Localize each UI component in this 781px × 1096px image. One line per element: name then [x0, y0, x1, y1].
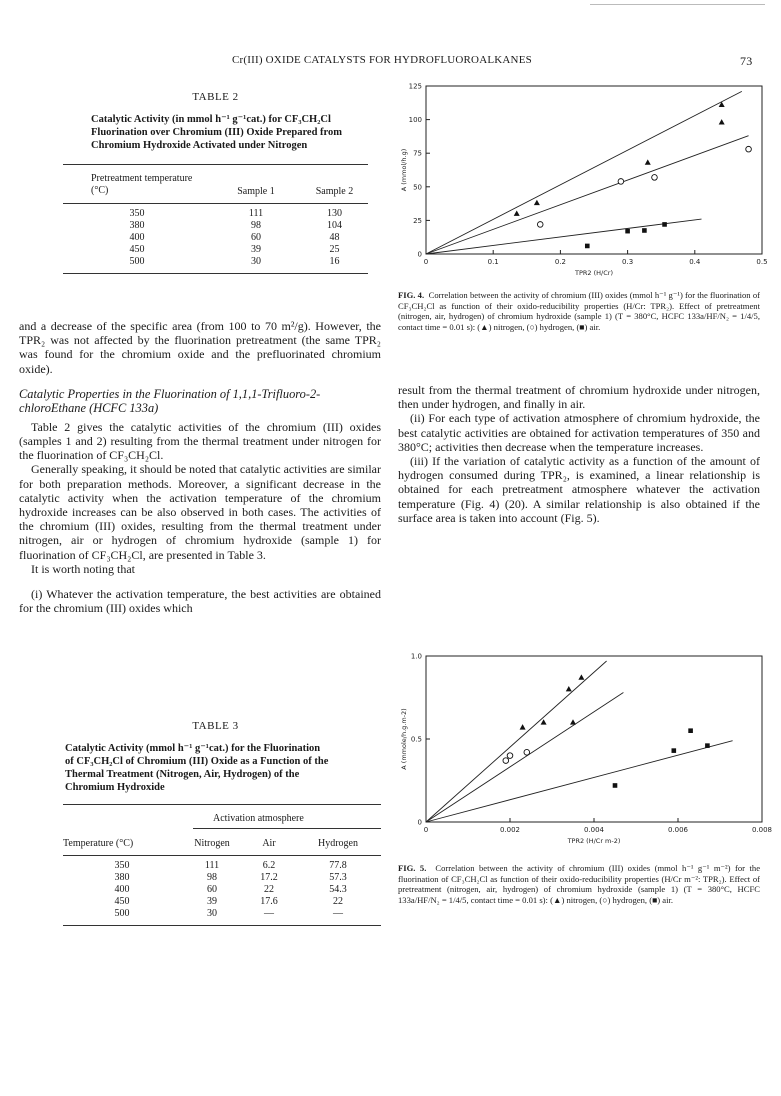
table3-body	[63, 804, 381, 919]
fig5-fit-line-circle	[426, 693, 623, 822]
table2-caption: Catalytic Activity (in mmol h⁻¹ g⁻¹cat.) for CF₃CH₂Cl Fluorination over Chromium (III) Oxide Prepared from Chromium Hydroxide Activated under Nitrogen	[91, 114, 343, 151]
fig4-point-circle	[537, 222, 543, 228]
fig5-xtick-label: 0.006	[667, 826, 689, 834]
fig5-chart	[390, 646, 773, 856]
fig5-caption-label: FIG. 5.	[398, 863, 427, 873]
fig4-plot-frame	[426, 86, 762, 254]
fig4-point-triangle	[514, 210, 520, 215]
table2-col-1: Sample 1	[237, 186, 275, 197]
top-rule	[590, 4, 765, 5]
table3-top-rule	[63, 804, 381, 805]
fig4-point-square	[585, 244, 590, 249]
running-title: Cr(III) OXIDE CATALYSTS FOR HYDROFLUOROALKANES	[232, 54, 532, 66]
fig5-point-triangle	[566, 686, 572, 691]
fig5-point-square	[613, 783, 618, 788]
left-para-1: and a decrease of the specific area (from 100 to 70 m²/g). However, the TPR₂ was not affected by the fluorination pretreatment (the same TPR₂ was found for the chromium oxide and the prefluorinated chromium oxide).	[19, 319, 381, 376]
fig4-ytick-label: 25	[413, 216, 422, 225]
left-para-5: (i) Whatever the activation temperature, the best activities are obtained for the chromium (III) oxides which	[19, 587, 381, 616]
fig4-ytick-label: 125	[408, 82, 422, 91]
fig4-point-circle	[652, 175, 658, 181]
fig4-chart	[390, 74, 770, 286]
fig5-xtick-label: 0.008	[751, 826, 773, 834]
table-row: 450 39 17.6 22	[114, 895, 343, 907]
fig5-plot-frame	[426, 656, 762, 822]
table-row: 500 30 16	[129, 255, 340, 267]
fig5-ytick-label: 1.0	[410, 652, 422, 661]
table3-caption: Catalytic Activity (mmol h⁻¹ g⁻¹cat.) for the Fluorination of CF₃CH₂Cl of Chromium (III) Oxide as a Function of the Thermal Treatment (Nitrogen, Air, Hydrogen) of the Chromium Hydroxide	[65, 743, 329, 793]
table-row: 500 30 — —	[114, 907, 343, 919]
right-para-1: result from the thermal treatment of chromium hydroxide under nitrogen, then under hydrogen, and finally in air.	[398, 383, 760, 412]
table2-col-0: Pretreatment temperature (°C)	[91, 173, 193, 196]
table-row: 400 60 22 54.3	[114, 883, 347, 895]
right-para-2: (ii) For each type of activation atmosphere of chromium hydroxide, the best catalytic activities are obtained for activation temperatures of 350 and 380°C; activities then decrease when the temperature increases.	[398, 411, 760, 454]
right-para-3: (iii) If the variation of catalytic activity as a function of the amount of hydrogen consumed during TPR₂, is examined, a linear relationship is obtained for each pretreatment atmosphere whatever the activation temperature (Fig. 4) (20). A similar relationship is also obtained if the surface area is taken into account (Fig. 5).	[398, 454, 760, 525]
fig4-caption: Correlation between the activity of chromium (III) oxides (mmol h⁻¹ g⁻¹) for the fluorination of CF₃CH₂Cl as function of their oxido-reducibility properties (H/Cr: TPR₂). Effect of pretreatment (nitrogen, air, hydrogen) of chromium hydroxide (sample 1) (T = 380°C, HCFC 133a/HF/N₂ = 1/4/5, contact time = 0.01 s): (▲) nitrogen, (○) hydrogen, (■) air.	[398, 290, 760, 332]
table3-bottom-rule	[63, 925, 381, 926]
fig5-point-circle	[507, 753, 513, 759]
fig5-ytick-label: 0	[417, 818, 422, 827]
fig5-xtick-label: 0.004	[583, 826, 605, 834]
right-text	[398, 383, 760, 525]
table2-label: TABLE 2	[192, 91, 239, 103]
fig5-xlabel: TPR2 (H/Cr m-2)	[567, 837, 621, 845]
table3-col-3: Hydrogen	[318, 838, 358, 849]
table2-top-rule	[63, 164, 368, 165]
fig4-point-circle	[746, 146, 752, 152]
fig4-xlabel: TPR2 (H/Cr)	[575, 269, 613, 277]
fig5-caption-block	[398, 863, 760, 905]
table2-grid	[63, 173, 368, 274]
fig4-point-square	[662, 222, 667, 227]
table2	[63, 91, 368, 274]
left-para-3: Generally speaking, it should be noted that catalytic activities are similar for both preparation methods. Moreover, a significant decrease in the catalytic activity when the activation temperature of the chromium hydroxide increases can be also observed in both cases. The activities of the chromium (III) oxides, resulting from the thermal treatment under nitrogen, air or hydrogen of chromium hydroxide (sample 1) for fluorination of CF₃CH₂Cl, are presented in Table 3.	[19, 462, 381, 562]
table3-group-rule	[193, 828, 381, 829]
fig4-ytick-label: 100	[408, 116, 422, 125]
fig4-ytick-label: 75	[413, 149, 422, 158]
fig4-point-circle	[618, 179, 624, 185]
table-row: 400 60 48	[129, 231, 340, 243]
table-row: 350 111 130	[129, 208, 342, 219]
table-row: 450 39 25	[129, 243, 340, 255]
fig4-point-square	[625, 229, 630, 234]
fig4-fit-line-square	[426, 219, 702, 254]
fig5-point-triangle	[578, 674, 584, 679]
table-row: 380 98 17.2 57.3	[114, 871, 347, 883]
table3	[63, 720, 368, 794]
table3-group-header: Activation atmosphere	[213, 813, 304, 824]
fig5-caption: Correlation between the activity of chromium (III) oxides (mmol h⁻¹ g⁻¹ m⁻²) for the fluorination of CF₃CH₂Cl as function of their oxido-reducibility properties (H/Cr m⁻²: TPR₂). Effect of pretreatment (nitrogen, air, hydrogen) of chromium hydroxide (sample 1) (T = 380°C, HCFC 133a/HF/N₂ = 1/4/5, contact time = 0.01 s): (▲) nitrogen, (○) hydrogen, (■) air.	[398, 863, 761, 905]
table3-grid	[63, 838, 381, 926]
fig5-point-circle	[503, 758, 509, 764]
fig4-xtick-label: 0.3	[622, 258, 634, 266]
fig5-point-square	[688, 728, 693, 733]
left-para-2: Table 2 gives the catalytic activities of the chromium (III) oxides (samples 1 and 2) resulting from the thermal treatment under nitrogen for the fluorination of CF₃CH₂Cl.	[19, 419, 381, 463]
fig4-ytick-label: 50	[413, 183, 422, 192]
fig4-xtick-label: 0.5	[756, 258, 768, 266]
table3-col-0: Temperature (°C)	[63, 838, 134, 849]
table-row: 380 98 104	[129, 219, 342, 231]
fig4-point-triangle	[645, 159, 651, 164]
left-text	[19, 319, 381, 615]
fig5-point-triangle	[541, 719, 547, 724]
fig5-xtick-label: 0	[423, 826, 429, 834]
table3-label: TABLE 3	[192, 720, 239, 732]
left-para-4: It is worth noting that	[31, 561, 135, 576]
fig5-point-square	[672, 748, 677, 753]
table2-bottom-rule	[63, 273, 368, 274]
fig5-point-square	[705, 743, 710, 748]
fig4-point-triangle	[534, 200, 540, 205]
fig4-ytick-label: 0	[417, 250, 422, 259]
fig4-point-square	[642, 228, 647, 233]
fig4-xtick-label: 0.4	[689, 258, 701, 266]
fig4-caption-label: FIG. 4.	[398, 290, 425, 300]
table2-col-2: Sample 2	[315, 186, 354, 197]
fig4-xtick-label: 0	[423, 258, 429, 266]
section-title: Catalytic Properties in the Fluorination of 1,1,1-Trifluoro-2-chloroEthane (HCFC 133a)	[19, 386, 321, 416]
fig5-ylabel: A (mmole/h.g.m-2)	[400, 708, 408, 770]
fig5-point-circle	[524, 749, 530, 755]
fig4-fit-line-triangle	[426, 91, 742, 254]
table3-col-1: Nitrogen	[194, 838, 230, 849]
fig4-caption-block	[398, 290, 760, 332]
fig4-fit-line-circle	[426, 136, 749, 254]
fig5-point-triangle	[520, 724, 526, 729]
fig4-xtick-label: 0.1	[487, 258, 499, 266]
table3-col-2: Air	[262, 838, 276, 849]
fig4-point-triangle	[719, 119, 725, 124]
page-number: 73	[740, 54, 753, 68]
fig5-xtick-label: 0.002	[499, 826, 521, 834]
fig5-ytick-label: 0.5	[410, 735, 422, 744]
fig4-xtick-label: 0.2	[554, 258, 566, 266]
table-row: 350 111 6.2 77.8	[114, 860, 347, 871]
fig4-ylabel: A (mmol/h.g)	[400, 148, 408, 192]
